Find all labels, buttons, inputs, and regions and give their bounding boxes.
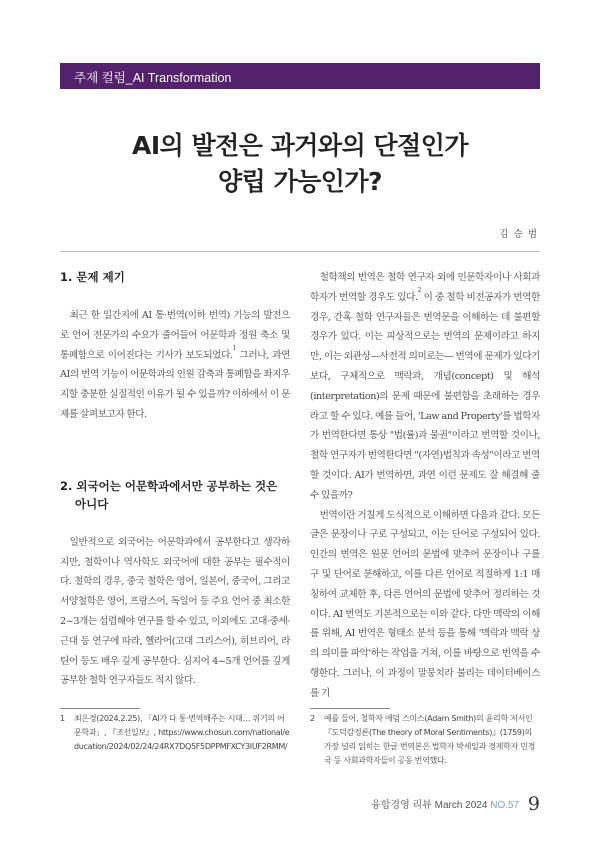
right-column <box>310 268 540 704</box>
issue-number: NO.57 <box>490 800 520 811</box>
right-paragraph-1 <box>310 268 540 506</box>
title-divider <box>60 251 540 252</box>
page-footer <box>371 793 540 815</box>
section-2-heading <box>60 477 290 513</box>
left-column <box>60 268 290 691</box>
section-2-title-line-2: 아니다 <box>75 496 109 511</box>
section-2-paragraph: 일반적으로 외국어는 어문학과에서 공부한다고 생각하지만, 철학이나 역사학도 외국어에 대한 공부는 필수적이다. 철학의 경우, 중국 철학은 영어, 일본어, 중국어, 그리고 서양철학은 영어, 프랑스어, 독일어 등 주요 언어 중 최소한 2~3개는 섭렵해야 연구를 할 수 있고, 이외에도 고대·중세·근대 등 연구에 따라, 헬라어(고대 그리스어), 히브리어, 라틴어 등도 배우 깊게 공부한다. 심지어 4~5개 언어를 깊게 공부한 철학 연구자들도 적지 않다. <box>60 536 290 687</box>
footnote-ref-2: 2 <box>417 286 422 294</box>
section-banner <box>60 63 540 89</box>
footnote-2-text: 예를 들어, 철학자 애덤 스미스(Adam Smith)의 윤리학 저서인 『도덕감정론(The theory of Moral Sentiments)』(1759)의 가장 널리 읽히는 한글 번역본은 법학자 박세일과 경제학자 민경국 등 사회과학자들이 공동 번역했다. <box>324 714 536 765</box>
journal-name: 융합경영 리뷰 <box>371 800 432 811</box>
author-name: 김 승 범 <box>499 229 538 240</box>
section-1-paragraph <box>60 306 290 425</box>
footnote-2 <box>310 712 540 768</box>
footnote-1-text: 최은경(2024.2.25), 「AI가 다 통·번역해주는 시대… 위기의 어문학과」, 『조선일보』, https://www.chosun.com/national/education/2024/02/24/24RX7DQ5F5DPPMFXCY3IUF2RMM/ <box>74 714 290 751</box>
title-line-1: AI의 발전은 과거와의 단절인가 <box>131 131 469 160</box>
section-2-number: 2. <box>60 478 73 493</box>
section-2-title-line-1: 외국어는 어문학과에서만 공부하는 것은 <box>76 478 278 493</box>
section-1-title: 문제 제기 <box>76 270 125 284</box>
footnote-ref-1: 1 <box>232 344 237 352</box>
section-1-text-a: 최근 한 일간지에 AI 통·번역(이하 번역) 기능의 발전으로 언어 전문가의 수요가 줄어들어 어문학과 정원 축소 및 통폐합으로 이어진다는 기사가 보도되었다. <box>60 310 290 361</box>
right-paragraph-2: 번역이란 거칠게 도식적으로 이해하면 다음과 같다. 모든 글은 문장이나 구로 구성되고, 이는 단어로 구성되어 있다. 인간의 번역은 원문 언어의 문법에 맞추어 문장이나 구를 구 및 단어로 분해하고, 이를 다른 언어로 적절하게 1:1 매칭하여 교체한 후, 다른 언어의 문법에 맞추어 정리하는 것이다. AI 번역도 기본적으로는 이와 같다. 다만 맥락의 이해를 위해, AI 번역은 형태소 분석 등을 통해 '맥락과 맥락 상의 의미를 파악'하는 작업을 거쳐, 이를 바탕으로 번역을 수행한다. 그러나, 이 과정이 말뭉치라 불리는 데이터베이스를 기 <box>310 509 540 699</box>
section-1-heading <box>60 268 290 286</box>
issue-date: March 2024 <box>434 800 488 811</box>
right-text-b: 이 중 철학 비전공자가 번역한 경우, 간혹 철학 연구자들은 번역문을 이해하는 데 불편할 경우가 있다. 이는 피상적으로는 번역의 문제이라고 하지만, 이는 외관상—사전적 의미로는— 번역에 문제가 있다기 보다, 구체적으로 맥락과, 개념(concept) 및 해석(interpretation)의 문제 때문에 불편함을 초래하는 경우라고 할 수 있다. 예를 들어, 'Law and Property'를 법학자가 번역한다면 통상 "법(률)과 물권"이라고 번역할 것이나, 철학 연구자가 번역한다면 "(자연)법칙과 속성"이라고 번역할 것이다. AI가 번역하면, 과연 이런 문제도 잘 해결해 줄 수 있을까? <box>310 291 540 501</box>
footnote-divider-right <box>310 708 390 709</box>
footnote-1-number: 1 <box>60 714 65 723</box>
title-line-2: 양립 가능인가? <box>217 167 383 196</box>
section-1-text-b: 그러나, 과연 AI의 번역 기능이 어문학과의 인원 감축과 통폐합을 좌지우지할 충분한 실질적인 이유가 될 수 있을까? 이하에서 이 문제를 살펴보고자 한다. <box>60 349 290 420</box>
footnote-2-number: 2 <box>310 714 315 723</box>
footnote-divider-left <box>60 708 140 709</box>
footnote-1 <box>60 712 290 754</box>
section-1-number: 1. <box>60 270 73 284</box>
right-text-a: 철학책의 번역은 철학 연구자 외에 인문학자이나 사회과학자가 번역할 경우도 있다. <box>310 272 540 303</box>
article-title <box>60 128 540 200</box>
page-number: 9 <box>527 793 540 815</box>
section-label: 주제 컬럼_AI Transformation <box>74 71 232 85</box>
